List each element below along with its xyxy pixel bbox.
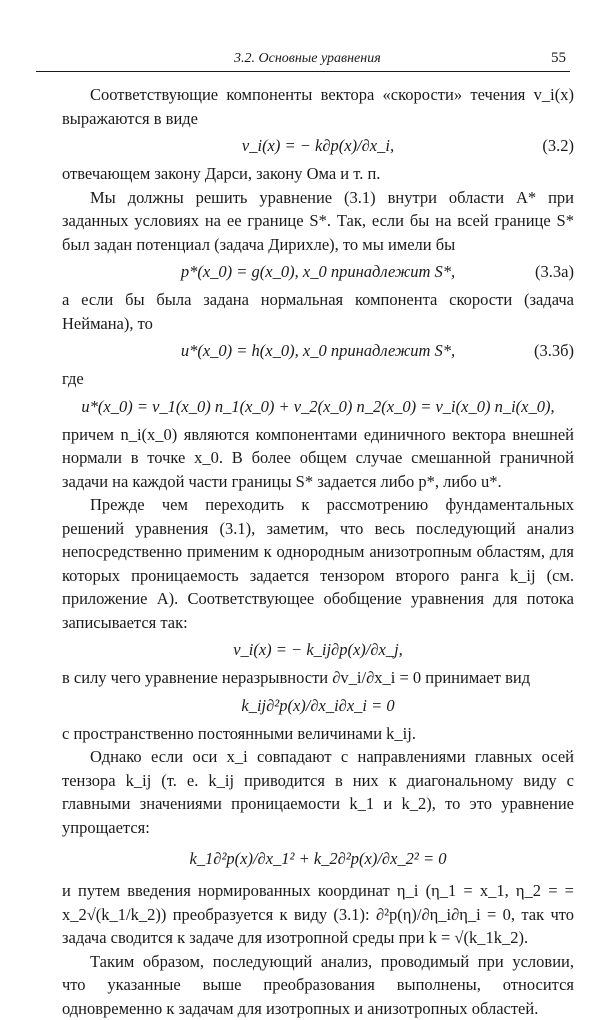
equation-continuity [62,690,574,722]
equation-u-definition [62,391,574,423]
paragraph-where: где [62,367,574,391]
paragraph-continuity: в силу чего уравнение неразрывности ∂v_i/∂x_i = 0 принимает вид [62,666,574,690]
equation-diagonal-text: k_1∂²p(x)/∂x_1² + k_2∂²p(x)/∂x_2² = 0 [189,849,446,868]
equation-flux-text: v_i(x) = − k_ij∂p(x)/∂x_j, [233,640,403,659]
equation-flux [62,634,574,666]
equation-3-3b-text: u*(x_0) = h(x_0), x_0 принадлежит S*, [181,341,455,360]
paragraph-principal-axes: Однако если оси x_i совпадают с направлениями главных осей тензора k_ij (т. е. k_ij приводится в них к диагональному виду с главными значениями проницаемости k_1 и k_2), то это уравнение упрощается: [62,745,574,839]
equation-3-2-number: (3.2) [542,130,574,162]
section-title: 3.2. Основные уравнения [234,51,381,67]
paragraph-dirichlet: Мы должны решить уравнение (3.1) внутри области A* при заданных условиях на ее границе S*. Так, если бы на всей границе S* был задан потенциал (задача Дирихле), то мы имели бы [62,186,574,257]
equation-3-3a-text: p*(x_0) = g(x_0), x_0 принадлежит S*, [181,262,455,281]
paragraph-velocity-intro: Соответствующие компоненты вектора «скорости» течения v_i(x) выражаются в виде [62,83,574,130]
paragraph-conclusion: Таким образом, последующий анализ, проводимый при условии, что указанные выше преобразования выполнены, относится одновременно к задачам для изотропных и анизотропных областей. [62,950,574,1020]
paragraph-neumann: а если бы была задана нормальная компонента скорости (задача Неймана), то [62,288,574,335]
paragraph-darcy: отвечающем закону Дарси, закону Ома и т. п. [62,162,574,186]
equation-3-2 [62,130,574,162]
equation-u-definition-text: u*(x_0) = v_1(x_0) n_1(x_0) + v_2(x_0) n_2(x_0) = v_i(x_0) n_i(x_0), [81,397,554,416]
running-header [36,49,570,72]
equation-3-3b-number: (3.3б) [534,335,574,367]
page-number: 55 [551,50,566,67]
equation-3-3a-number: (3.3а) [535,256,574,288]
paragraph-anisotropic: Прежде чем переходить к рассмотрению фундаментальных решений уравнения (3.1), заметим, что весь последующий анализ непосредственно применим к однородным анизотропным областям, для которых проницаемость задается тензором второго ранга k_ij (см. приложение А). Соответствующее обобщение уравнения для потока записывается так: [62,493,574,634]
equation-3-2-text: v_i(x) = − k∂p(x)/∂x_i, [242,136,394,155]
equation-3-3a [62,256,574,288]
paragraph-normals: причем n_i(x_0) являются компонентами единичного вектора внешней нормали в точке x_0. В более общем случае смешанной граничной задачи на каждой части границы S* задается либо p*, либо u*. [62,423,574,494]
equation-3-3b [62,335,574,367]
paragraph-normalized: и путем введения нормированных координат η_i (η_1 = x_1, η_2 = = x_2√(k_1/k_2)) преобразуется к виду (3.1): ∂²p(η)/∂η_i∂η_i = 0, так что задача сводится к задаче для изотропной среды при k = √(k_1k_2). [62,879,574,950]
page-body [62,83,574,1020]
equation-diagonal [62,839,574,879]
equation-continuity-text: k_ij∂²p(x)/∂x_i∂x_i = 0 [241,696,394,715]
paragraph-constant: с пространственно постоянными величинами k_ij. [62,722,574,746]
